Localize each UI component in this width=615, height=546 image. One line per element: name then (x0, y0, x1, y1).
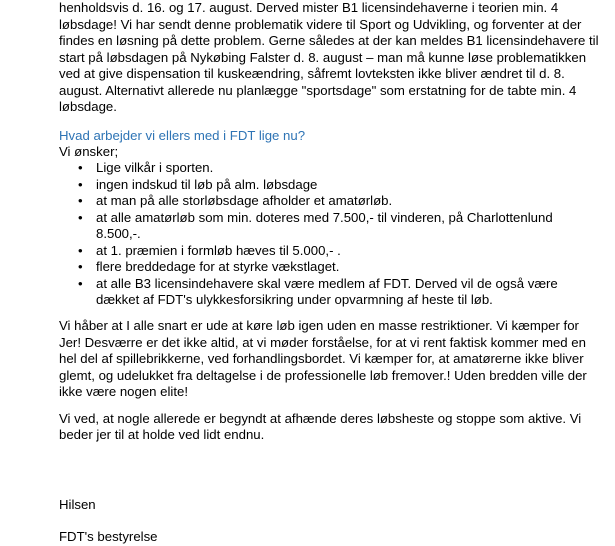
bullet-icon: • (78, 242, 83, 258)
list-item (59, 193, 599, 209)
bullet-icon: • (78, 160, 83, 175)
document-page (59, 0, 599, 546)
bullet-icon: • (78, 193, 83, 209)
list-item (59, 160, 599, 176)
bullet-icon: • (78, 176, 83, 192)
intro-paragraph: henholdsvis d. 16. og 17. august. Derved mister B1 licensindehaverne i teorien min. 4 løbsdage! Vi har sendt denne problematik videre til Sport og Udvikling, og forventer at der findes en løsning på dette problem. Gerne således at der kan meldes B1 licensindehavere til start på løbsdagen på Nykøbing Falster d. 8. august – man må kunne løse problematikken ved at give dispensation til kuskeændring, såfremt lovteksten ikke bliver ændret til d. 8. august. Alternativt allerede nu planlægge "sportsdage" som erstatning for de tabte min. 4 løbsdage. (59, 0, 599, 114)
bullet-icon: • (78, 259, 83, 275)
body-paragraph-2: Vi ved, at nogle allerede er begyndt at afhænde deres løbsheste og stoppe som aktive. Vi beder jer til at holde ved lidt endnu. (59, 410, 582, 443)
list-item-text: flere breddedage for at styrke vækstlaget. (96, 259, 340, 275)
section-heading: Hvad arbejder vi ellers med i FDT lige nu? (59, 127, 306, 143)
list-item-text: at man på alle storløbsdage afholder et amatørløb. (96, 193, 393, 209)
list-item-text: Lige vilkår i sporten. (96, 160, 214, 175)
body-paragraph-1: Vi håber at I alle snart er ude at køre løb igen uden en masse restriktioner. Vi kæmper for Jer! Desværre er det ikke altid, at vi møder forståelse, for at vi rent faktisk kommer med en hel del af spillebrikkerne, ved forhandlingsbordet. Vi kæmper for, at amatørerne ikke bliver glemt, og udelukket fra deltagelse i de professionelle løb fremover.! Uden bredden ville der ikke være nogen elite! (59, 318, 587, 400)
closing-greeting: Hilsen (59, 496, 96, 512)
wish-list (59, 160, 599, 308)
list-item (59, 177, 599, 193)
bullet-icon: • (78, 209, 83, 225)
list-item (59, 259, 599, 275)
list-item-text: at alle amatørløb som min. doteres med 7.500,- til vinderen, på Charlottenlund 8.500,-. (96, 209, 553, 242)
bullet-icon: • (78, 275, 83, 291)
list-item-text: at alle B3 licensindehavere skal være medlem af FDT. Derved vil de også være dækket af FDT's ulykkesforsikring under opvarmning af heste til løb. (96, 275, 558, 308)
list-item-text: ingen indskud til løb på alm. løbsdage (96, 176, 318, 192)
list-item (59, 276, 599, 309)
list-item (59, 210, 599, 243)
list-item-text: at 1. præmien i formløb hæves til 5.000,- . (96, 242, 341, 258)
signature: FDT's bestyrelse (59, 529, 158, 545)
list-item (59, 243, 599, 259)
wishes-intro: Vi ønsker; (59, 143, 119, 159)
